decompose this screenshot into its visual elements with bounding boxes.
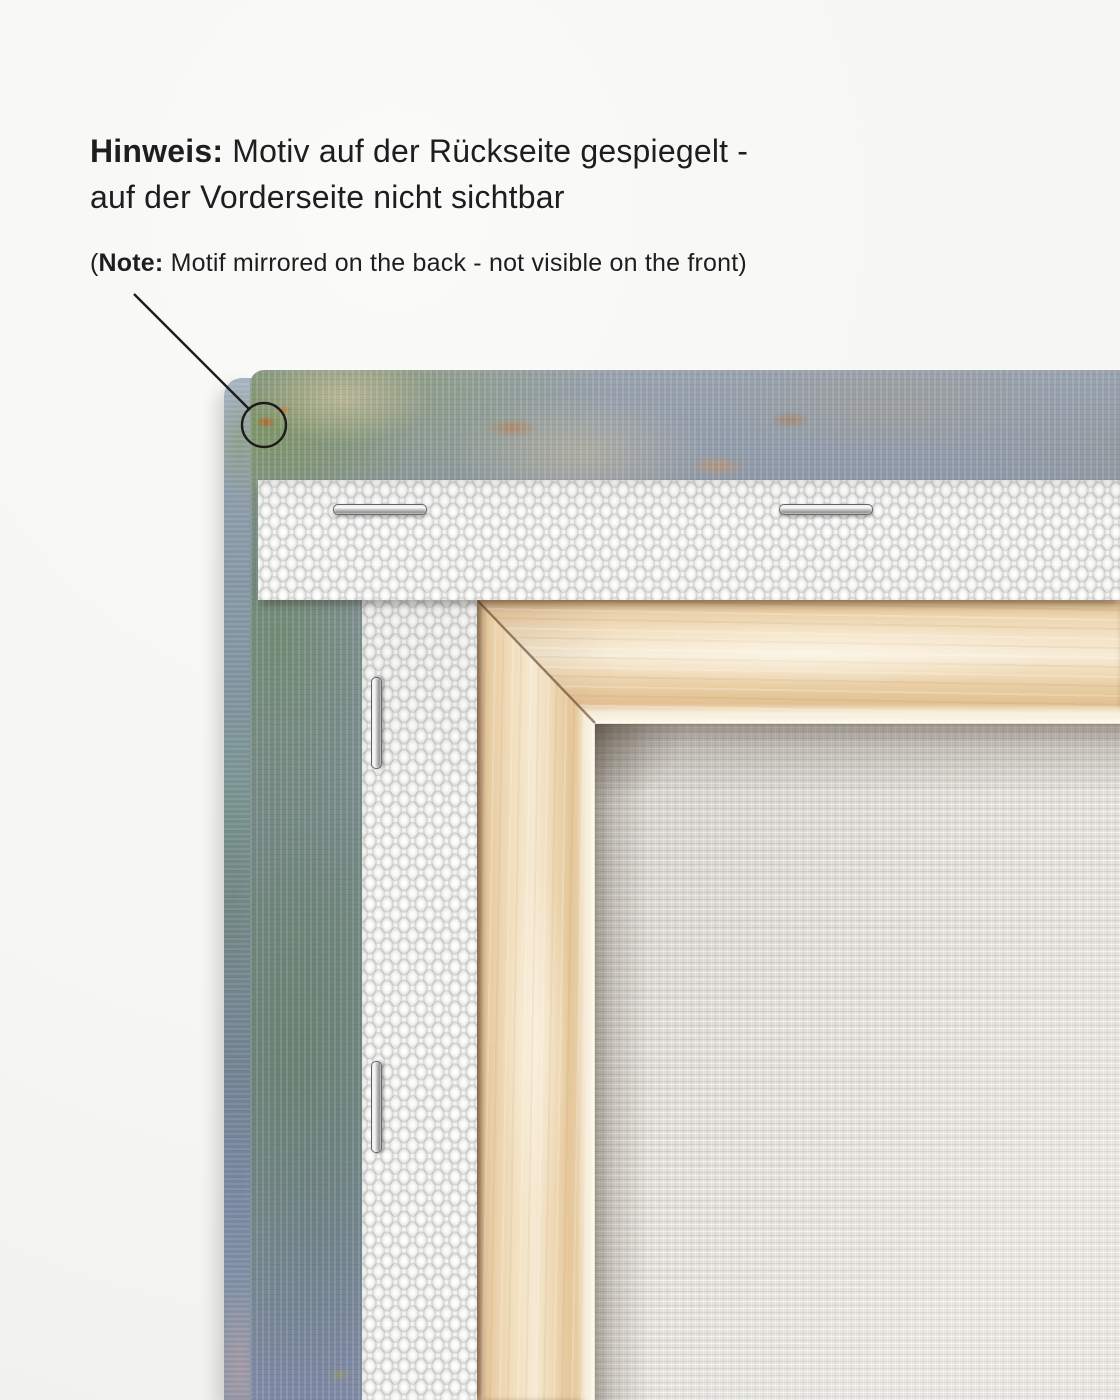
- note-german-bold: Hinweis:: [90, 133, 224, 169]
- staple-top-left: [333, 504, 427, 515]
- staple-left-upper: [371, 677, 382, 769]
- stretcher-bar-left: [477, 600, 595, 1400]
- staple-left-lower: [371, 1061, 382, 1153]
- note-english-rest: Motif mirrored on the back - not visible on the front): [163, 249, 747, 277]
- note-german: [90, 128, 748, 220]
- canvas-flap-top: [258, 480, 1120, 600]
- staple-top-right: [779, 504, 873, 515]
- back-canvas-surface: [595, 724, 1120, 1400]
- note-english: [90, 246, 747, 280]
- note-german-line1-rest: Motiv auf der Rückseite gespiegelt -: [223, 133, 749, 169]
- note-english-bold: Note:: [98, 249, 164, 277]
- note-german-line2: auf der Vorderseite nicht sichtbar: [90, 179, 565, 215]
- note-english-open-paren: (: [90, 249, 99, 277]
- note-german-line1: [90, 128, 748, 174]
